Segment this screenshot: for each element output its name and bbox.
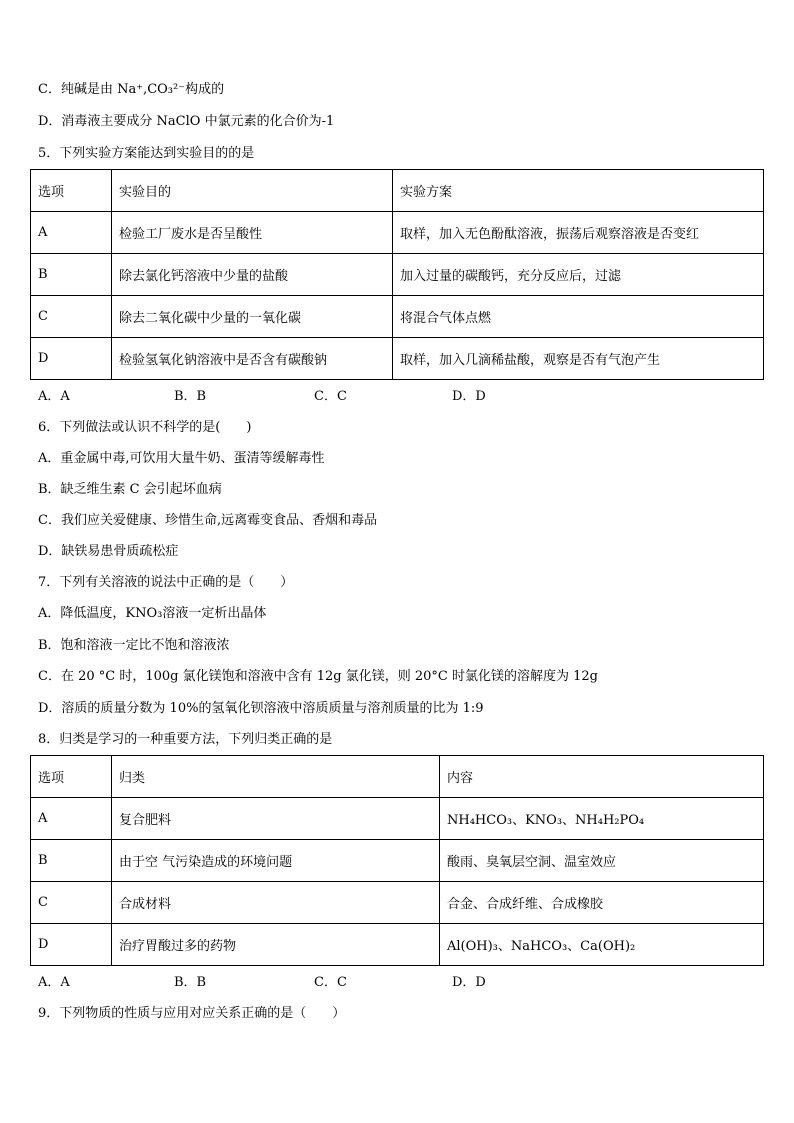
table-cell: 检验工厂废水是否呈酸性: [112, 212, 393, 254]
table-cell: 取样，加入无色酚酞溶液，振荡后观察溶液是否变红: [393, 212, 764, 254]
option-b: B．B: [174, 389, 207, 404]
table-cell: 加入过量的碳酸钙，充分反应后，过滤: [393, 254, 764, 296]
option-c: C．C: [314, 389, 347, 404]
q5-stem: 5．下列实验方案能达到实验目的的是: [38, 146, 255, 161]
table-cell: 将混合气体点燃: [393, 296, 764, 338]
q7-stem: 7．下列有关溶液的说法中正确的是（ ）: [38, 575, 294, 590]
table-row: [31, 212, 764, 254]
q4-option-d: D．消毒液主要成分 NaClO 中氯元素的化合价为-1: [38, 114, 335, 129]
table-cell: NH₄HCO₃、KNO₃、NH₄H₂PO₄: [440, 798, 764, 840]
q9-stem: 9．下列物质的性质与应用对应关系正确的是（ ）: [38, 1006, 346, 1021]
table-cell: 检验氢氧化钠溶液中是否含有碳酸钠: [112, 338, 393, 380]
table-cell: D: [31, 924, 112, 966]
q6-stem: 6．下列做法或认识不科学的是( ): [38, 420, 252, 435]
table-cell: 除去二氧化碳中少量的一氧化碳: [112, 296, 393, 338]
table-row: [31, 338, 764, 380]
table-cell: 酸雨、臭氧层空洞、温室效应: [440, 840, 764, 882]
table-cell: C: [31, 296, 112, 338]
q7-option-b: B．饱和溶液一定比不饱和溶液浓: [38, 638, 230, 653]
table-cell: 治疗胃酸过多的药物: [112, 924, 440, 966]
table-header-cell: 实验目的: [112, 170, 393, 212]
table-cell: C: [31, 882, 112, 924]
option-a: A．A: [38, 975, 70, 990]
table-header-cell: 内容: [440, 756, 764, 798]
table-row: [31, 296, 764, 338]
table-cell: 除去氯化钙溶液中少量的盐酸: [112, 254, 393, 296]
table-row: [31, 798, 764, 840]
option-d: D．D: [452, 389, 486, 404]
q8-stem: 8．归类是学习的一种重要方法，下列归类正确的是: [38, 732, 333, 747]
table-header-cell: 归类: [112, 756, 440, 798]
option-b: B．B: [174, 975, 207, 990]
q6-option-d: D．缺铁易患骨质疏松症: [38, 544, 179, 559]
q5-table: [30, 169, 764, 380]
option-a: A．A: [38, 389, 70, 404]
table-cell: 复合肥料: [112, 798, 440, 840]
option-d: D．D: [452, 975, 486, 990]
q7-option-c: C．在 20 °C 时，100g 氯化镁饱和溶液中含有 12g 氯化镁，则 20°C 时氯化镁的溶解度为 12g: [38, 669, 598, 684]
table-row: [31, 924, 764, 966]
table-cell: 合金、合成纤维、合成橡胶: [440, 882, 764, 924]
table-cell: D: [31, 338, 112, 380]
table-cell: Al(OH)₃、NaHCO₃、Ca(OH)₂: [440, 924, 764, 966]
q8-table: [30, 755, 764, 966]
q4-option-c: C．纯碱是由 Na⁺,CO₃²⁻构成的: [38, 82, 225, 97]
q6-option-b: B．缺乏维生素 C 会引起坏血病: [38, 482, 222, 497]
table-row: [31, 254, 764, 296]
q7-option-a: A．降低温度，KNO₃溶液一定析出晶体: [38, 606, 267, 621]
option-c: C．C: [314, 975, 347, 990]
q6-option-a: A．重金属中毒,可饮用大量牛奶、蛋清等缓解毒性: [38, 451, 325, 466]
table-header-cell: 选项: [31, 756, 112, 798]
table-row: [31, 840, 764, 882]
table-cell: 由于空 气污染造成的环境问题: [112, 840, 440, 882]
table-header-cell: 选项: [31, 170, 112, 212]
table-header-row: [31, 756, 764, 798]
table-cell: B: [31, 840, 112, 882]
table-cell: B: [31, 254, 112, 296]
table-cell: 取样，加入几滴稀盐酸，观察是否有气泡产生: [393, 338, 764, 380]
table-cell: 合成材料: [112, 882, 440, 924]
table-header-cell: 实验方案: [393, 170, 764, 212]
q7-option-d: D．溶质的质量分数为 10%的氢氧化钡溶液中溶质质量与溶剂质量的比为 1:9: [38, 701, 484, 716]
table-cell: A: [31, 798, 112, 840]
table-header-row: [31, 170, 764, 212]
table-row: [31, 882, 764, 924]
q6-option-c: C．我们应关爱健康、珍惜生命,远离霉变食品、香烟和毒品: [38, 513, 378, 528]
table-cell: A: [31, 212, 112, 254]
